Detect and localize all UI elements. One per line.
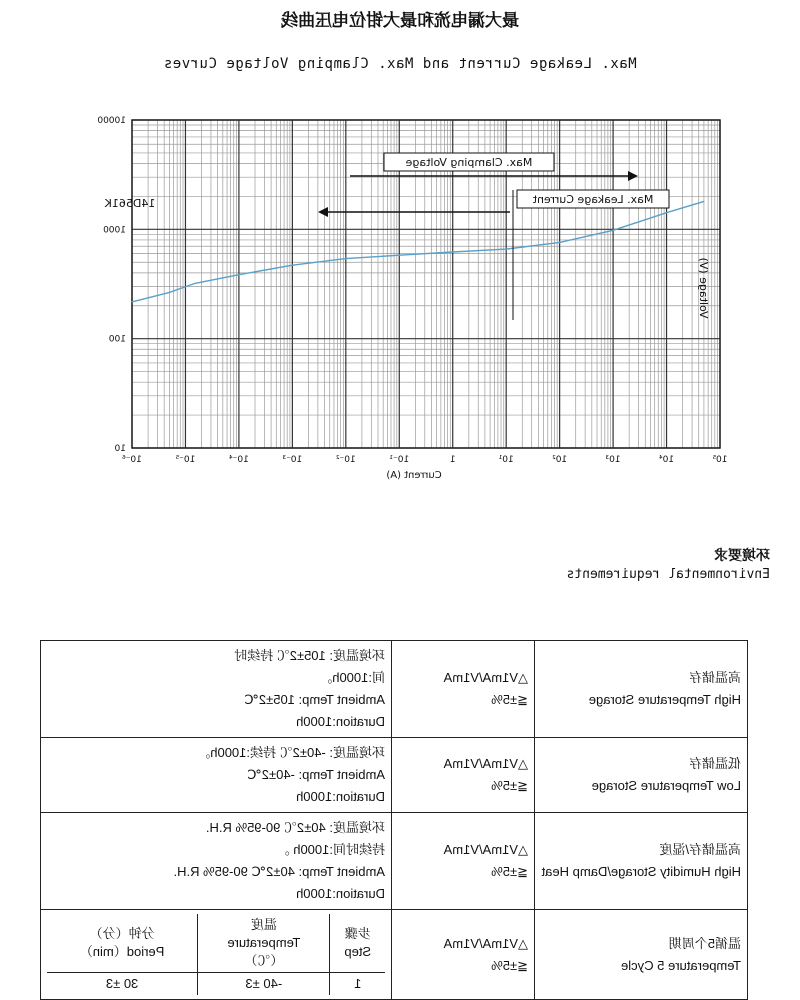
series-point: [506, 248, 507, 249]
condition-cell: [41, 813, 392, 910]
requirement-line: ≦±5%: [491, 957, 528, 973]
y-tick-label: 1000: [103, 225, 126, 236]
condition-cell: [41, 738, 392, 813]
part-number-label: 14D561K: [104, 197, 156, 210]
condition-line: Ambient Temp: -40±2℃: [247, 767, 385, 782]
clamping-arrow-head: [628, 171, 638, 181]
condition-line: 环境温度: 105±2℃ 持续时: [234, 648, 385, 663]
item-name-en: Temperature 5 Cycle: [621, 957, 741, 973]
x-tick-label: 10⁻²: [335, 455, 356, 465]
cycle-header-period: [47, 914, 198, 973]
requirement-line: △V1mA/V1mA: [443, 670, 528, 685]
x-tick-label: 1: [449, 455, 456, 465]
x-tick-label: 10²: [552, 455, 568, 465]
condition-line: 环境温度: 40±2℃ 90-95% R.H.: [205, 820, 385, 835]
requirement-cell: [392, 641, 535, 738]
test-item-cell: [535, 641, 748, 738]
cycle-condition-cell: [41, 910, 392, 1000]
series-point: [345, 258, 346, 259]
header-step-cn: 步骤: [344, 926, 371, 941]
x-tick-label: 10⁴: [659, 455, 675, 465]
item-name-en: Low Temperature Storage: [591, 778, 741, 793]
header-temp-unit: （℃）: [244, 953, 284, 968]
condition-line: Duration:1000h: [296, 714, 385, 729]
series-point: [452, 251, 453, 252]
header-temp-cn: 温度: [250, 917, 277, 932]
item-name-cn: 高温储存: [688, 670, 741, 685]
condition-line: Duration:1000h: [296, 789, 385, 804]
y-tick-label: 10000: [97, 116, 126, 126]
requirement-cell: [392, 910, 535, 1000]
cycle-temperature-value: -40 ±3: [198, 973, 330, 996]
series-point: [292, 265, 293, 266]
x-tick-label: 10⁻⁵: [175, 455, 196, 465]
series-point: [131, 301, 132, 302]
x-tick-label: 10⁻¹: [389, 455, 410, 465]
requirement-line: ≦±5%: [491, 692, 528, 707]
x-tick-label: 10³: [605, 455, 621, 465]
test-item-cell: [535, 910, 748, 1000]
series-point: [238, 274, 239, 275]
cycle-period-value: 30 ±3: [47, 973, 198, 996]
cycle-table: [47, 914, 385, 995]
y-tick-label: 100: [108, 334, 126, 345]
requirements-table: [40, 640, 748, 1000]
item-name-cn: 高温储存/湿度: [659, 842, 741, 857]
cycle-step-value: 1: [330, 973, 385, 996]
series-point: [666, 212, 667, 213]
requirement-cell: [392, 813, 535, 910]
x-tick-label: 10¹: [498, 455, 514, 465]
requirement-line: ≦±5%: [491, 778, 528, 793]
chinese-title: 最大漏电流和最大钳位电压曲线: [281, 11, 519, 31]
series-point: [612, 230, 613, 231]
test-item-cell: [535, 813, 748, 910]
condition-line: Ambient Temp: 105±2℃: [244, 692, 385, 707]
header-temp-en: Temperature: [227, 935, 301, 950]
x-tick-label: 10⁻³: [282, 455, 303, 465]
item-name-cn: 温循5个周期: [668, 935, 741, 951]
x-tick-label: 10⁻⁶: [122, 455, 142, 465]
cycle-header-step: [330, 914, 385, 973]
series-point: [559, 242, 560, 243]
english-title: Max. Leakage Current and Max. Clamping Voltage Curves: [163, 56, 637, 72]
header-period-cn: 分钟（分）: [89, 926, 155, 941]
condition-line: Duration:1000h: [296, 886, 385, 901]
condition-cell: [41, 641, 392, 738]
item-name-en: High Temperature Storage: [588, 692, 741, 707]
leakage-arrow-head: [318, 207, 328, 217]
table-row: [41, 738, 748, 813]
environment-title-cn: 环境要求: [714, 548, 770, 564]
item-name-cn: 低温储存: [688, 756, 741, 771]
series-point: [399, 255, 400, 256]
condition-line: 持续时间:1000h 。: [276, 842, 385, 857]
leakage-label: Max. Leakage Current: [532, 193, 654, 206]
requirement-line: △V1mA/V1mA: [443, 756, 528, 771]
requirement-cell: [392, 738, 535, 813]
cycle-header-temperature: [198, 914, 330, 973]
table-row: [41, 910, 748, 1000]
cycle-header-row: [47, 914, 385, 973]
requirement-line: △V1mA/V1mA: [443, 935, 528, 951]
condition-line: 间:1000h。: [319, 670, 385, 685]
x-axis-label: Current (A): [386, 470, 442, 481]
clamping-label: Max. Clamping Voltage: [405, 156, 533, 169]
table-row: [41, 641, 748, 738]
condition-line: 环境温度: -40±2℃ 持续:1000h。: [197, 745, 385, 760]
test-item-cell: [535, 738, 748, 813]
series-point: [169, 292, 170, 293]
y-axis-label: Voltage (V): [697, 257, 710, 319]
y-tick-label: 10: [114, 444, 126, 454]
condition-line: Ambient Temp: 40±2℃ 90-95% R.H.: [173, 864, 385, 879]
cycle-value-row: [47, 973, 385, 996]
x-tick-label: 10⁵: [712, 455, 728, 465]
series-point: [194, 283, 195, 284]
x-tick-label: 10⁻⁴: [229, 455, 249, 465]
environment-title-en: Environmental requirements: [566, 567, 770, 582]
header-step-en: Step: [344, 944, 372, 959]
requirement-line: △V1mA/V1mA: [443, 842, 528, 857]
header-period-en: Period（min）: [79, 944, 165, 959]
item-name-en: High Humidity Storage/Damp Heat: [541, 864, 741, 879]
table-row: [41, 813, 748, 910]
requirement-line: ≦±5%: [491, 864, 528, 879]
series-point: [703, 201, 704, 202]
clamping-voltage-chart: [0, 100, 800, 500]
